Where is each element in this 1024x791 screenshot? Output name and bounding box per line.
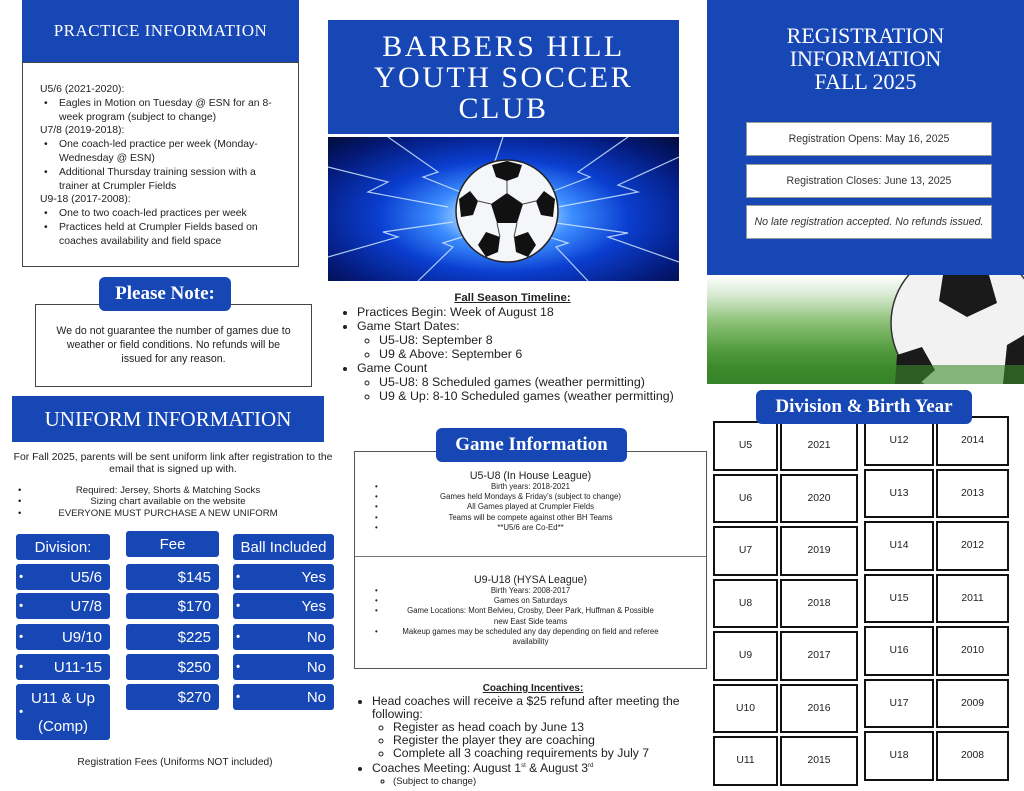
division-cell: U8	[713, 579, 778, 629]
division-cell: U18	[864, 731, 934, 781]
meeting-text: & August 3	[525, 761, 589, 776]
list-item: • Games held Mondays & Friday's (subject to change)	[355, 492, 706, 502]
meeting-text: Coaches Meeting: August 1	[372, 761, 522, 776]
list-item: • Birth years: 2018-2021	[355, 482, 706, 492]
club-title-line: BARBERS HILL	[382, 29, 625, 63]
fee-table-cell	[16, 624, 110, 650]
bullet-icon: •	[19, 629, 24, 644]
fee-table-cell	[233, 564, 334, 590]
soccer-ball-icon	[707, 275, 1024, 384]
fee-table-cell	[126, 624, 219, 650]
list-item	[372, 695, 708, 760]
bullet-icon: •	[19, 659, 24, 674]
soccer-ball-grass-image	[707, 275, 1024, 384]
list-item: • Required: Jersey, Shorts & Matching Socks	[12, 485, 324, 496]
list-item: • Sizing chart available on the website	[12, 496, 324, 507]
fee-table-cell	[126, 564, 219, 590]
list-item: • Teams will be compete against other BH Teams	[355, 513, 706, 523]
meeting-sup: st	[521, 763, 526, 769]
club-title	[328, 20, 679, 134]
birth-year-cell: 2014	[936, 416, 1009, 466]
fee-table-cell-text: (Comp)	[37, 717, 88, 735]
fee-table-header: Ball Included	[233, 534, 334, 560]
fee-table-cell	[233, 654, 334, 680]
birth-year-cell: 2015	[780, 736, 858, 786]
list-item: ◦ Complete all 3 coaching requirements by July 7	[393, 747, 708, 760]
fee-table-cell	[126, 593, 219, 619]
list-item-label: Head coaches will receive a $25 refund after meeting the following:	[372, 694, 680, 721]
fee-table-header: Fee	[126, 531, 219, 557]
club-title-line: CLUB	[458, 91, 549, 125]
practice-group-title: U7/8 (2019-2018):	[40, 125, 125, 137]
fee-table-cell-text: U9/10	[61, 628, 102, 646]
list-item: • Practices Begin: Week of August 18	[357, 305, 685, 319]
birth-year-cell: 2013	[936, 469, 1009, 519]
division-cell: U13	[864, 469, 934, 519]
fee-table-cell-text: No	[306, 688, 326, 706]
bullet-icon: •	[236, 689, 241, 704]
list-item: • EVERYONE MUST PURCHASE A NEW UNIFORM	[12, 508, 324, 519]
practice-group-title: U5/6 (2021-2020):	[40, 84, 125, 95]
practice-info-box	[22, 62, 299, 267]
fee-table-cell	[16, 684, 110, 740]
list-item: • **U5/6 are Co-Ed**	[355, 523, 706, 533]
list-item: ◦ U9 & Up: 8-10 Scheduled games (weather permitting)	[379, 389, 685, 403]
fee-table-cell	[233, 593, 334, 619]
league-title: U5-U8 (In House League)	[469, 470, 592, 482]
division-cell: U9	[713, 631, 778, 681]
fee-table-header: Division:	[16, 534, 110, 560]
divider	[355, 556, 706, 557]
fee-table-cell	[233, 684, 334, 710]
division-cell: U7	[713, 526, 778, 576]
registration-policy: No late registration accepted. No refunds issued.	[746, 205, 992, 239]
list-item: • Makeup games may be scheduled any day depending on field and referee availability	[355, 627, 706, 647]
birth-year-cell: 2011	[936, 574, 1009, 624]
fee-table-cell-text: No	[306, 628, 326, 646]
birth-year-cell: 2010	[936, 626, 1009, 676]
division-cell: U10	[713, 684, 778, 734]
uniform-header: UNIFORM INFORMATION	[12, 396, 324, 442]
list-item-label: Game Count	[357, 361, 428, 375]
bullet-icon: •	[236, 659, 241, 674]
bullet-icon: •	[19, 569, 24, 584]
birth-year-cell: 2012	[936, 521, 1009, 571]
list-item: • One to two coach-led practices per week	[40, 207, 284, 221]
bullet-icon: •	[19, 598, 24, 613]
division-cell: U16	[864, 626, 934, 676]
list-item: • One coach-led practice per week (Monday-Wednesday @ ESN)	[40, 138, 284, 166]
game-info-label: Game Information	[436, 428, 627, 462]
bullet-icon: •	[19, 704, 24, 719]
practice-header: PRACTICE INFORMATION	[22, 0, 299, 62]
list-item: ◦ U5-U8: September 8	[379, 333, 685, 347]
registration-opens: Registration Opens: May 16, 2025	[746, 122, 992, 156]
fee-table-cell-text: $145	[177, 568, 211, 586]
fee-table-cell	[126, 654, 219, 680]
practice-group-title: U9-18 (2017-2008):	[40, 194, 131, 206]
fee-table-cell	[233, 624, 334, 650]
registration-title-line: REGISTRATION	[786, 23, 945, 48]
division-cell: U15	[864, 574, 934, 624]
note-box	[35, 304, 312, 387]
fee-table-cell-text: $170	[177, 597, 211, 615]
division-cell: U11	[713, 736, 778, 786]
bullet-icon: •	[236, 598, 241, 613]
list-item: ◦ Register the player they are coaching	[393, 734, 708, 747]
fee-table-cell-text: U5/6	[70, 568, 102, 586]
list-item: ◦ Register as head coach by June 13	[393, 721, 708, 734]
list-item: • Additional Thursday training session with a trainer at Crumpler Fields	[40, 166, 284, 194]
list-item	[357, 319, 685, 361]
birth-year-cell: 2008	[936, 731, 1009, 781]
list-item-label: Game Start Dates:	[357, 319, 460, 333]
fee-table-cell	[16, 593, 110, 619]
fee-table-cell	[16, 564, 110, 590]
birth-year-cell: 2017	[780, 631, 858, 681]
bullet-icon: •	[236, 629, 241, 644]
list-item: ◦ U5-U8: 8 Scheduled games (weather permitting)	[379, 375, 685, 389]
fee-table-cell-text: U11-15	[53, 658, 102, 676]
fees-note: Registration Fees (Uniforms NOT included)	[77, 757, 273, 768]
list-item: • Birth Years: 2008-2017	[355, 586, 706, 596]
birth-year-cell: 2018	[780, 579, 858, 629]
fee-table-cell	[126, 684, 219, 710]
list-item: • Practices held at Crumpler Fields based on coaches availability and field space	[40, 221, 284, 249]
bullet-icon: •	[236, 569, 241, 584]
registration-closes: Registration Closes: June 13, 2025	[746, 164, 992, 198]
season-timeline	[340, 291, 685, 403]
note-label: Please Note:	[99, 277, 231, 311]
club-title-line: YOUTH SOCCER	[373, 60, 634, 94]
meeting-sup: rd	[588, 763, 594, 769]
list-item: • All Games played at Crumpler Fields	[355, 502, 706, 512]
division-cell: U12	[864, 416, 934, 466]
fee-table-cell-text: U7/8	[70, 597, 102, 615]
league-hysa	[355, 574, 706, 647]
list-item	[357, 361, 685, 403]
coaching-title: Coaching Incentives:	[482, 683, 584, 694]
division-cell: U6	[713, 474, 778, 524]
fee-table-cell-text: No	[306, 658, 326, 676]
birth-year-cell: 2019	[780, 526, 858, 576]
soccer-ball-lightning-image	[328, 137, 679, 281]
division-cell: U17	[864, 679, 934, 729]
birth-year-cell: 2009	[936, 679, 1009, 729]
registration-title	[707, 24, 1024, 93]
note-text: We do not guarantee the number of games due to weather or field conditions. No refunds will be issued for any reason.	[56, 325, 291, 365]
game-info-box	[354, 451, 707, 669]
league-in-house	[355, 470, 706, 533]
coaching-incentives	[358, 682, 708, 788]
soccer-ball-icon	[328, 137, 679, 281]
list-item: ◦ (Subject to change)	[393, 775, 708, 788]
fee-table-cell	[16, 654, 110, 680]
fee-table-cell-text: $225	[177, 628, 211, 646]
birth-year-cell: 2021	[780, 421, 858, 471]
fee-table-cell-text: U11 & Up	[31, 689, 95, 707]
list-item: • Eagles in Motion on Tuesday @ ESN for an 8-week program (subject to change)	[40, 97, 284, 125]
fee-table-cell-text: Yes	[301, 597, 326, 615]
division-cell: U5	[713, 421, 778, 471]
registration-title-line: INFORMATION	[789, 46, 942, 71]
birth-year-cell: 2020	[780, 474, 858, 524]
registration-title-line: FALL 2025	[814, 69, 917, 94]
fee-table-cell-text: $270	[177, 688, 211, 706]
league-title: U9-U18 (HYSA League)	[473, 574, 588, 586]
uniform-requirements	[12, 485, 324, 519]
fee-table-cell-text: Yes	[301, 568, 326, 586]
birth-year-cell: 2016	[780, 684, 858, 734]
list-item: ◦ U9 & Above: September 6	[379, 347, 685, 361]
fee-table-cell-text: $250	[177, 658, 211, 676]
division-cell: U14	[864, 521, 934, 571]
list-item: • Games on Saturdays	[355, 596, 706, 606]
uniform-intro: For Fall 2025, parents will be sent uniform link after registration to the email that is signed up with.	[13, 452, 333, 475]
list-item: • Game Locations: Mont Belvieu, Crosby, Deer Park, Huffman & Possible new East Side teams	[355, 606, 706, 626]
list-item	[372, 760, 708, 788]
timeline-title: Fall Season Timeline:	[454, 292, 571, 304]
division-label: Division & Birth Year	[756, 390, 972, 424]
